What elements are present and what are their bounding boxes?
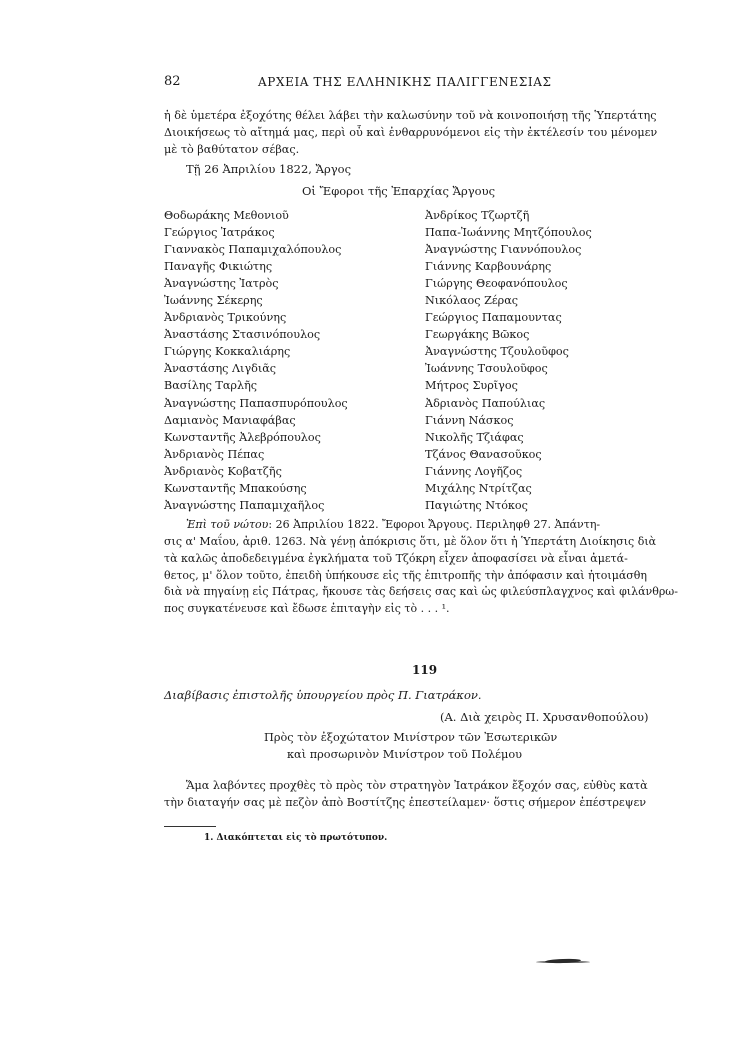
signatory-name: Γιάννης Λογῆζος bbox=[425, 464, 523, 478]
signatory-name: Γιάννη Νάσκος bbox=[425, 413, 514, 427]
signatory-name: Ἀνδριανὸς Πέπας bbox=[164, 447, 265, 461]
signatory-name: Ἀνδριανὸς Τρικούνης bbox=[164, 311, 287, 325]
verso-line: διὰ νὰ πηγαίνῃ εἰς Πάτρας, ἤκουσε τὰς δεήσεις σας καὶ ὡς φιλεύσπλαγχνος καὶ φιλάνθρω- bbox=[164, 585, 678, 599]
addressee-line: καὶ προσωρινὸν Μινίστρον τοῦ Πολέμου bbox=[287, 748, 523, 761]
addressee-line: Πρὸς τὸν ἐξοχώτατον Μινίστρον τῶν Ἐσωτερικῶν bbox=[264, 731, 558, 744]
signatory-name: Ἀνδρίκος Τζωρτζῆ bbox=[425, 209, 530, 222]
signatory-name: Βασίλης Ταρλῆς bbox=[164, 379, 258, 393]
signatory-name: Μήτρος Συρῖγος bbox=[425, 379, 518, 393]
signatory-name: Γεώργιος Ἰατράκος bbox=[164, 226, 275, 240]
signatory-name: Νικόλαος Ζέρας bbox=[425, 294, 519, 308]
signatory-name: Νικολῆς Τζιάφας bbox=[425, 430, 524, 444]
signatory-name: Γεωργάκης Βῶκος bbox=[425, 328, 530, 342]
signatory-name: Γεώργιος Παπαμουντας bbox=[425, 311, 562, 325]
signatory-name: Γιώργης Θεοφανόπουλος bbox=[425, 277, 568, 291]
running-title: ΑΡΧΕΙΑ ΤΗΣ ΕΛΛΗΝΙΚΗΣ ΠΑΛΙΓΓΕΝΕΣΙΑΣ bbox=[258, 75, 552, 89]
signatory-name: Ἀναγνώστης Ἰατρὸς bbox=[164, 277, 279, 291]
verso-line: σις α' Μαΐου, ἀριθ. 1263. Νὰ γένῃ ἀπόκρισις ὅτι, μὲ ὅλον ὅτι ἡ Ὑπερτάτη Διοίκησις διὰ bbox=[164, 535, 657, 548]
verso-label: Ἐπὶ τοῦ νώτου bbox=[186, 518, 269, 531]
signatory-name: Κωνσταντῆς Μπακούσης bbox=[164, 481, 307, 495]
verso-line: θετος, μ' ὅλον τοῦτο, ἐπειδὴ ὑπήκουσε εἰς τῆς ἐπιτροπῆς τὴν ἀπόφασιν καὶ ἠτοιμάσθη bbox=[164, 568, 647, 582]
signatory-name: Παπα-Ἰωάννης Μητζόπουλος bbox=[425, 226, 592, 240]
signatory-name: Γιάννης Καρβουνάρης bbox=[425, 260, 552, 274]
letter-body bbox=[164, 777, 648, 811]
footnote: 1. Διακόπτεται εἰς τὸ πρωτότυπον. bbox=[204, 833, 388, 843]
signatory-name: Μιχάλης Ντρίτζας bbox=[425, 481, 532, 495]
verso-line: τὰ καλῶς ἀποδεδειγμένα ἐγκλήματα τοῦ Τζόκρη εἶχεν ἀποφασίσει νὰ εἶναι ἀμετά- bbox=[164, 551, 628, 565]
signatory-name: Ἀνδριανὸς Κοβατζῆς bbox=[164, 464, 282, 478]
paragraph-line: μὲ τὸ βαθύτατον σέβας. bbox=[164, 143, 300, 156]
body-line: Ἅμα λαβόντες προχθὲς τὸ πρὸς τὸν στρατηγὸν Ἰατράκον ἔξοχόν σας, εὐθὺς κατὰ bbox=[186, 779, 648, 792]
signatory-name: Παναγῆς Φικιώτης bbox=[164, 260, 273, 274]
paragraph-line: Διοικήσεως τὸ αἴτημά μας, περὶ οὗ καὶ ἐνθαρρυνόμενοι εἰς τὴν ἐκτέλεσίν του μένομεν bbox=[164, 126, 658, 139]
signatory-name: Ἀναγνώστης Παπαμιχαῆλος bbox=[164, 498, 325, 512]
signatory-name: Ἀναγνώστης Τζουλοῦφος bbox=[425, 345, 569, 359]
document-subject: Διαβίβασις ἐπιστολῆς ὑπουργείου πρὸς Π. Γιατράκον. bbox=[164, 688, 482, 702]
body-line: τὴν διαταγήν σας μὲ πεζὸν ἀπὸ Βοστίτζης ἐπεστείλαμεν· ὅστις σήμερον ἐπέστρεψεν bbox=[164, 796, 647, 809]
date-line: Τῇ 26 Ἀπριλίου 1822, Ἄργος bbox=[186, 162, 352, 176]
signatory-name: Ἀδριανὸς Παπούλιας bbox=[425, 396, 546, 410]
verso-note-body bbox=[164, 534, 678, 618]
verso-line: πος συγκατένευσε καὶ ἔδωσε ἐπιταγὴν εἰς τὸ . . . ¹. bbox=[164, 602, 450, 616]
signatory-name: Θοδωράκης Μεθονιοῦ bbox=[164, 209, 289, 222]
signatory-name: Δαμιανὸς Μανιαφάβας bbox=[164, 413, 296, 427]
signatory-name: Ἀναστάσης Στασινόπουλος bbox=[164, 328, 321, 342]
page-number: 82 bbox=[164, 74, 181, 89]
verso-note-first-line bbox=[186, 517, 600, 534]
document-number: 119 bbox=[412, 663, 438, 677]
signatory-name: Ἰωάννης Σέκερης bbox=[164, 294, 263, 308]
signatory-name: Ἀναστάσης Λιγδιᾶς bbox=[164, 362, 277, 376]
signatory-name: Παγιώτης Ντόκος bbox=[425, 498, 528, 512]
signatory-name: Ἀναγνώστης Παπασπυρόπουλος bbox=[164, 396, 348, 410]
verso-text: : 26 Ἀπριλίου 1822. Ἔφοροι Ἄργους. Περιληφθ 27. Ἀπάντη- bbox=[268, 518, 601, 531]
paragraph-line: ἡ δὲ ὑμετέρα ἐξοχότης θέλει λάβει τὴν καλωσύνην τοῦ νὰ κοινοποιήσῃ τῆς Ὑπερτάτης bbox=[164, 109, 657, 122]
opening-paragraph bbox=[164, 107, 657, 158]
signatories-right-column bbox=[425, 207, 592, 514]
delivery-note: (Α. Διὰ χειρὸς Π. Χρυσανθοπούλου) bbox=[440, 710, 649, 724]
signatory-name: Γιώργης Κοκκαλιάρης bbox=[164, 345, 291, 359]
footnote-divider bbox=[164, 826, 216, 827]
signatory-name: Τζάνος Θανασοῦκος bbox=[425, 447, 542, 461]
signatories-left-column bbox=[164, 207, 348, 514]
signatory-name: Κωνσταντῆς Ἀλεβρόπουλος bbox=[164, 430, 321, 444]
ephoroi-heading: Οἱ Ἔφοροι τῆς Ἐπαρχίας Ἄργους bbox=[302, 184, 496, 198]
signatory-name: Ἀναγνώστης Γιαννόπουλος bbox=[425, 243, 582, 257]
signatory-name: Γιαννακὸς Παπαμιχαλόπουλος bbox=[164, 243, 342, 257]
signatory-name: Ἰωάννης Τσουλοῦφος bbox=[425, 362, 548, 376]
